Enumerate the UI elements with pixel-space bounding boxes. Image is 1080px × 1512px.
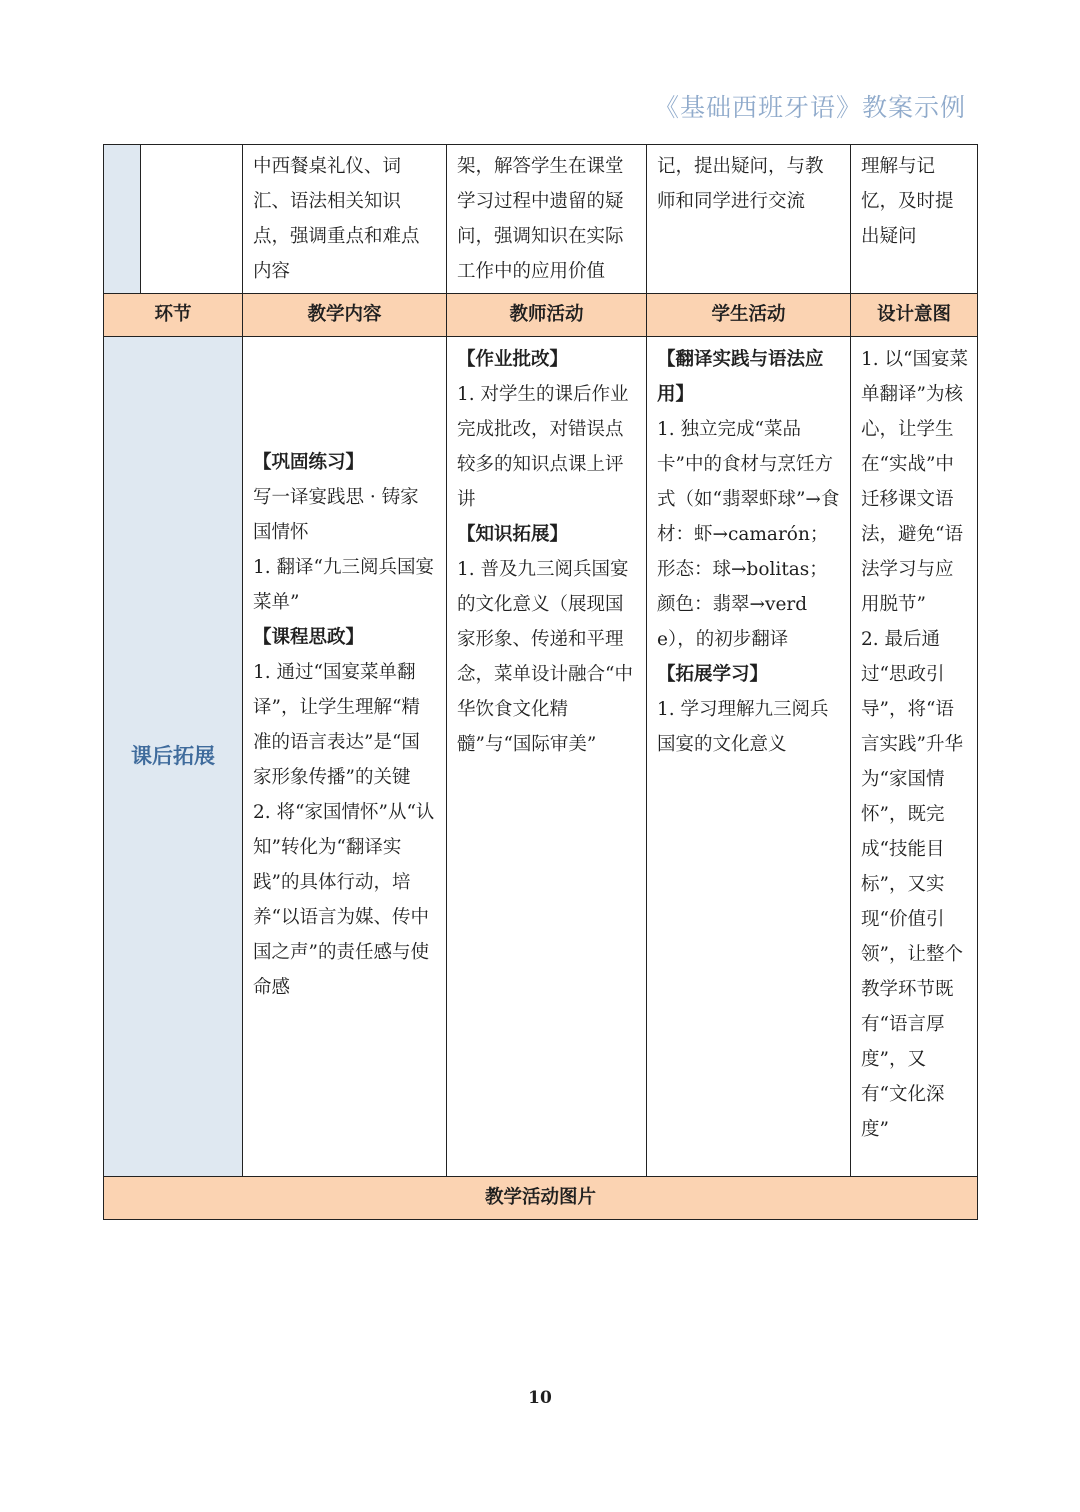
header-content: 教学内容 xyxy=(243,294,447,337)
intent-cell xyxy=(851,337,978,1177)
lesson-plan-table xyxy=(103,144,978,1220)
teacher-grading-item: 1. 对学生的课后作业完成批改，对错误点较多的知识点课上评讲 xyxy=(457,384,629,510)
content-ideology-item-1: 1. 通过“国宴菜单翻译”，让学生理解“精准的语言表达”是“国家形象传播”的关键 xyxy=(253,662,420,788)
table-row-continued xyxy=(104,145,978,294)
student-cell xyxy=(647,337,851,1177)
teacher-cell xyxy=(447,337,647,1177)
activity-photos-label: 教学活动图片 xyxy=(104,1177,978,1220)
intent-item-1: 1. 以“国宴菜单翻译”为核心，让学生在“实战”中迁移课文语法，避免“语法学习与应用脱节” xyxy=(861,349,968,615)
document-title: 《基础西班牙语》教案示例 xyxy=(653,93,966,122)
student-heading-translation: 【翻译实践与语法应用】 xyxy=(657,349,824,405)
header-teacher: 教师活动 xyxy=(447,294,647,337)
header-intent: 设计意图 xyxy=(851,294,978,337)
teacher-extension-item: 1. 普及九三阅兵国宴的文化意义（展现国家形象、传递和平理念，菜单设计融合“中华饮食文化精髓”与“国际审美” xyxy=(457,559,633,755)
content-heading-ideology: 【课程思政】 xyxy=(253,627,365,648)
stage-cell-continued xyxy=(104,145,141,294)
header-student: 学生活动 xyxy=(647,294,851,337)
content-cell-continued: 中西餐桌礼仪、词汇、语法相关知识点，强调重点和难点内容 xyxy=(243,145,447,294)
student-extension-item: 1. 学习理解九三阅兵国宴的文化意义 xyxy=(657,699,829,755)
teacher-cell-continued: 架，解答学生在课堂学习过程中遗留的疑问，强调知识在实际工作中的应用价值 xyxy=(447,145,647,294)
intent-item-2: 2. 最后通过“思政引导”，将“语言实践”升华为“家国情怀”，既完成“技能目标”，又实现“价值引领”，让整个教学环节既有“语言厚度”，又有“文化深度” xyxy=(861,629,963,1140)
content-practice-title: 写一译宴践思 · 铸家国情怀 xyxy=(253,487,419,543)
stage-label: 课后拓展 xyxy=(104,337,243,1177)
content-cell xyxy=(243,337,447,1177)
student-translation-item: 1. 独立完成“菜品卡”中的食材与烹饪方式（如“翡翠虾球”→食材：虾→camarón；形态：球→bolitas；颜色：翡翠→verde），的初步翻译 xyxy=(657,419,840,650)
table-footer-row xyxy=(104,1177,978,1220)
stage-subcell-continued xyxy=(141,145,243,294)
content-ideology-item-2: 2. 将“家国情怀”从“认知”转化为“翻译实践”的具体行动，培养“以语言为媒、传中国之声”的责任感与使命感 xyxy=(253,802,435,998)
table-header-row xyxy=(104,294,978,337)
teacher-heading-extension: 【知识拓展】 xyxy=(457,524,569,545)
page-number: 10 xyxy=(528,1388,552,1408)
content-heading-practice: 【巩固练习】 xyxy=(253,452,365,473)
header-stage: 环节 xyxy=(104,294,243,337)
table-row-post-class xyxy=(104,337,978,1177)
student-cell-continued: 记，提出疑问，与教师和同学进行交流 xyxy=(647,145,851,294)
teacher-heading-grading: 【作业批改】 xyxy=(457,349,569,370)
intent-cell-continued: 理解与记忆，及时提出疑问 xyxy=(851,145,978,294)
student-heading-extension: 【拓展学习】 xyxy=(657,664,769,685)
content-practice-item: 1. 翻译“九三阅兵国宴菜单” xyxy=(253,557,434,613)
